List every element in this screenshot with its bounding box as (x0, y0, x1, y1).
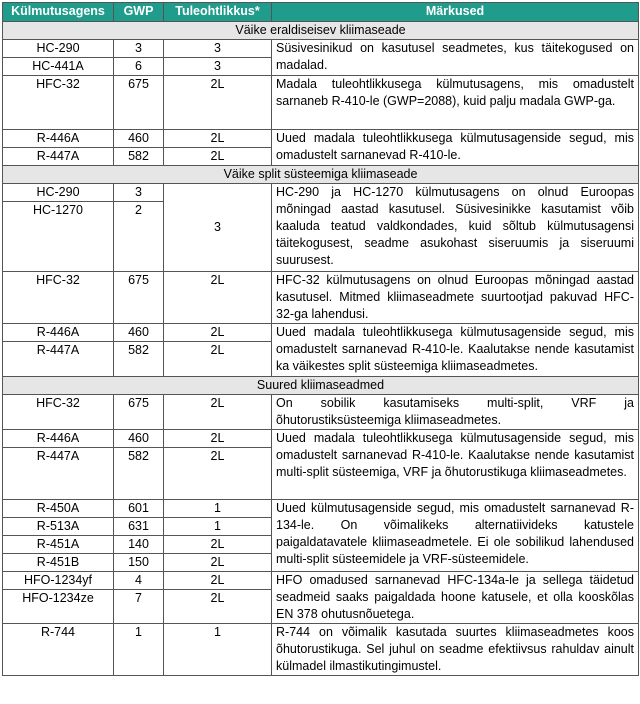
flammability-cell: 2L (164, 324, 272, 342)
table-row (3, 624, 639, 676)
flammability-cell: 2L (164, 395, 272, 430)
flammability-cell: 2L (164, 148, 272, 166)
flammability-cell: 2L (164, 342, 272, 377)
header-gwp: GWP (114, 3, 164, 22)
table-row (3, 572, 639, 590)
flammability-cell: 1 (164, 624, 272, 676)
flammability-cell: 2L (164, 430, 272, 448)
section-row (3, 377, 639, 395)
section-row (3, 166, 639, 184)
header-remarks: Märkused (272, 3, 639, 22)
refrigerant-cell: HC-290 (3, 40, 114, 58)
gwp-cell: 601 (114, 500, 164, 518)
gwp-cell: 675 (114, 272, 164, 324)
gwp-cell: 675 (114, 395, 164, 430)
section-title: Väike eraldiseisev kliimaseade (3, 22, 639, 40)
refrigerant-cell: HC-1270 (3, 202, 114, 272)
flammability-cell: 2L (164, 572, 272, 590)
table-row (3, 430, 639, 448)
header-row (3, 3, 639, 22)
gwp-cell: 460 (114, 430, 164, 448)
table-row (3, 395, 639, 430)
flammability-cell: 3 (164, 40, 272, 58)
remarks-cell: Süsivesinikud on kasutusel seadmetes, kus täitekogused on madalad. (272, 40, 639, 76)
flammability-cell: 2L (164, 130, 272, 148)
section-row (3, 22, 639, 40)
refrigerant-cell: R-446A (3, 324, 114, 342)
flammability-cell: 2L (164, 272, 272, 324)
table-row (3, 76, 639, 130)
gwp-cell: 675 (114, 76, 164, 130)
refrigerant-cell: R-446A (3, 130, 114, 148)
header-flammability: Tuleohtlikkus* (164, 3, 272, 22)
refrigerant-cell: R-446A (3, 430, 114, 448)
header-refrigerant: Külmutusagens (3, 3, 114, 22)
gwp-cell: 3 (114, 40, 164, 58)
refrigerant-cell: HC-290 (3, 184, 114, 202)
refrigerant-cell: R-447A (3, 342, 114, 377)
table-row (3, 184, 639, 202)
gwp-cell: 582 (114, 448, 164, 500)
gwp-cell: 582 (114, 148, 164, 166)
flammability-cell: 2L (164, 590, 272, 624)
refrigerant-cell: HFC-32 (3, 272, 114, 324)
flammability-cell: 2L (164, 448, 272, 500)
remarks-cell: Uued madala tuleohtlikkusega külmutusagenside segud, mis omadustelt sarnanevad R-410-le. Kaalutakse nende kasutamist ka väikestes split süsteemiga kliimaseadmetes. (272, 324, 639, 377)
gwp-cell: 7 (114, 590, 164, 624)
remarks-cell: Uued madala tuleohtlikkusega külmutusagenside segud, mis omadustelt sarnanevad R-410-le. Kaalutakse nende kasutamist multi-split süsteemiga, VRF ja õhutorustikuga kliimaseadmetes. (272, 430, 639, 500)
gwp-cell: 582 (114, 342, 164, 377)
table-row (3, 324, 639, 342)
flammability-cell: 1 (164, 500, 272, 518)
gwp-cell: 460 (114, 130, 164, 148)
refrigerant-cell: R-451B (3, 554, 114, 572)
remarks-cell: HFO omadused sarnanevad HFC-134a-le ja sellega täidetud seadmeid saaks paigaldada hoone katusele, et olla kooskõlas EN 378 ohutusnõuetega. (272, 572, 639, 624)
gwp-cell: 3 (114, 184, 164, 202)
remarks-cell: On sobilik kasutamiseks multi-split, VRF ja õhutorustiksüsteemiga kliimaseadmetes. (272, 395, 639, 430)
refrigerant-cell: R-450A (3, 500, 114, 518)
remarks-cell: Uued külmutusagenside segud, mis omadustelt sarnanevad R-134-le. On võimalikeks alternatiivideks katustele paigaldatavatele kliimaseadmetele. Ei ole sobilikud lahendused multi-split süsteemidele ja VRF-süsteemidele. (272, 500, 639, 572)
refrigerant-cell: R-744 (3, 624, 114, 676)
refrigerant-cell: R-447A (3, 448, 114, 500)
flammability-cell: 3 (164, 184, 272, 272)
table-row (3, 40, 639, 58)
gwp-cell: 631 (114, 518, 164, 536)
refrigerant-cell: R-451A (3, 536, 114, 554)
section-title: Väike split süsteemiga kliimaseade (3, 166, 639, 184)
flammability-cell: 2L (164, 536, 272, 554)
flammability-cell: 1 (164, 518, 272, 536)
remarks-cell: Uued madala tuleohtlikkusega külmutusagenside segud, mis omadustelt sarnanevad R-410-le. (272, 130, 639, 166)
refrigerant-cell: R-447A (3, 148, 114, 166)
refrigerant-cell: HFC-32 (3, 76, 114, 130)
remarks-cell: HC-290 ja HC-1270 külmutusagens on olnud Euroopas mõningad aastad kasutusel. Süsivesinikke kasutamist võib kaaluda teatud valdkondades, kuid sõltub külmutusagensi täitekogusest, seadme asukohast siseruumis ja siseruumi suurusest. (272, 184, 639, 272)
table-row (3, 500, 639, 518)
gwp-cell: 6 (114, 58, 164, 76)
refrigerant-cell: R-513A (3, 518, 114, 536)
remarks-cell: HFC-32 külmutusagens on olnud Euroopas mõningad aastad kasutusel. Mitmed kliimaseadmete suurtootjad pakuvad HFC-32-ga lahendusi. (272, 272, 639, 324)
table-row (3, 130, 639, 148)
gwp-cell: 1 (114, 624, 164, 676)
refrigerant-table (2, 2, 639, 676)
gwp-cell: 460 (114, 324, 164, 342)
flammability-cell: 2L (164, 76, 272, 130)
remarks-cell: Madala tuleohtlikkusega külmutusagens, mis omadustelt sarnaneb R-410-le (GWP=2088), kuid palju madala GWP-ga. (272, 76, 639, 130)
refrigerant-cell: HFC-32 (3, 395, 114, 430)
flammability-cell: 3 (164, 58, 272, 76)
gwp-cell: 150 (114, 554, 164, 572)
refrigerant-cell: HFO-1234ze (3, 590, 114, 624)
refrigerant-cell: HFO-1234yf (3, 572, 114, 590)
gwp-cell: 2 (114, 202, 164, 272)
gwp-cell: 4 (114, 572, 164, 590)
table-row (3, 272, 639, 324)
gwp-cell: 140 (114, 536, 164, 554)
section-title: Suured kliimaseadmed (3, 377, 639, 395)
refrigerant-cell: HC-441A (3, 58, 114, 76)
remarks-cell: R-744 on võimalik kasutada suurtes kliimaseadmetes koos õhutorustikuga. Sel juhul on seadme efektiivsus rahuldav ainult külmadel ilmastikutingimustel. (272, 624, 639, 676)
flammability-cell: 2L (164, 554, 272, 572)
